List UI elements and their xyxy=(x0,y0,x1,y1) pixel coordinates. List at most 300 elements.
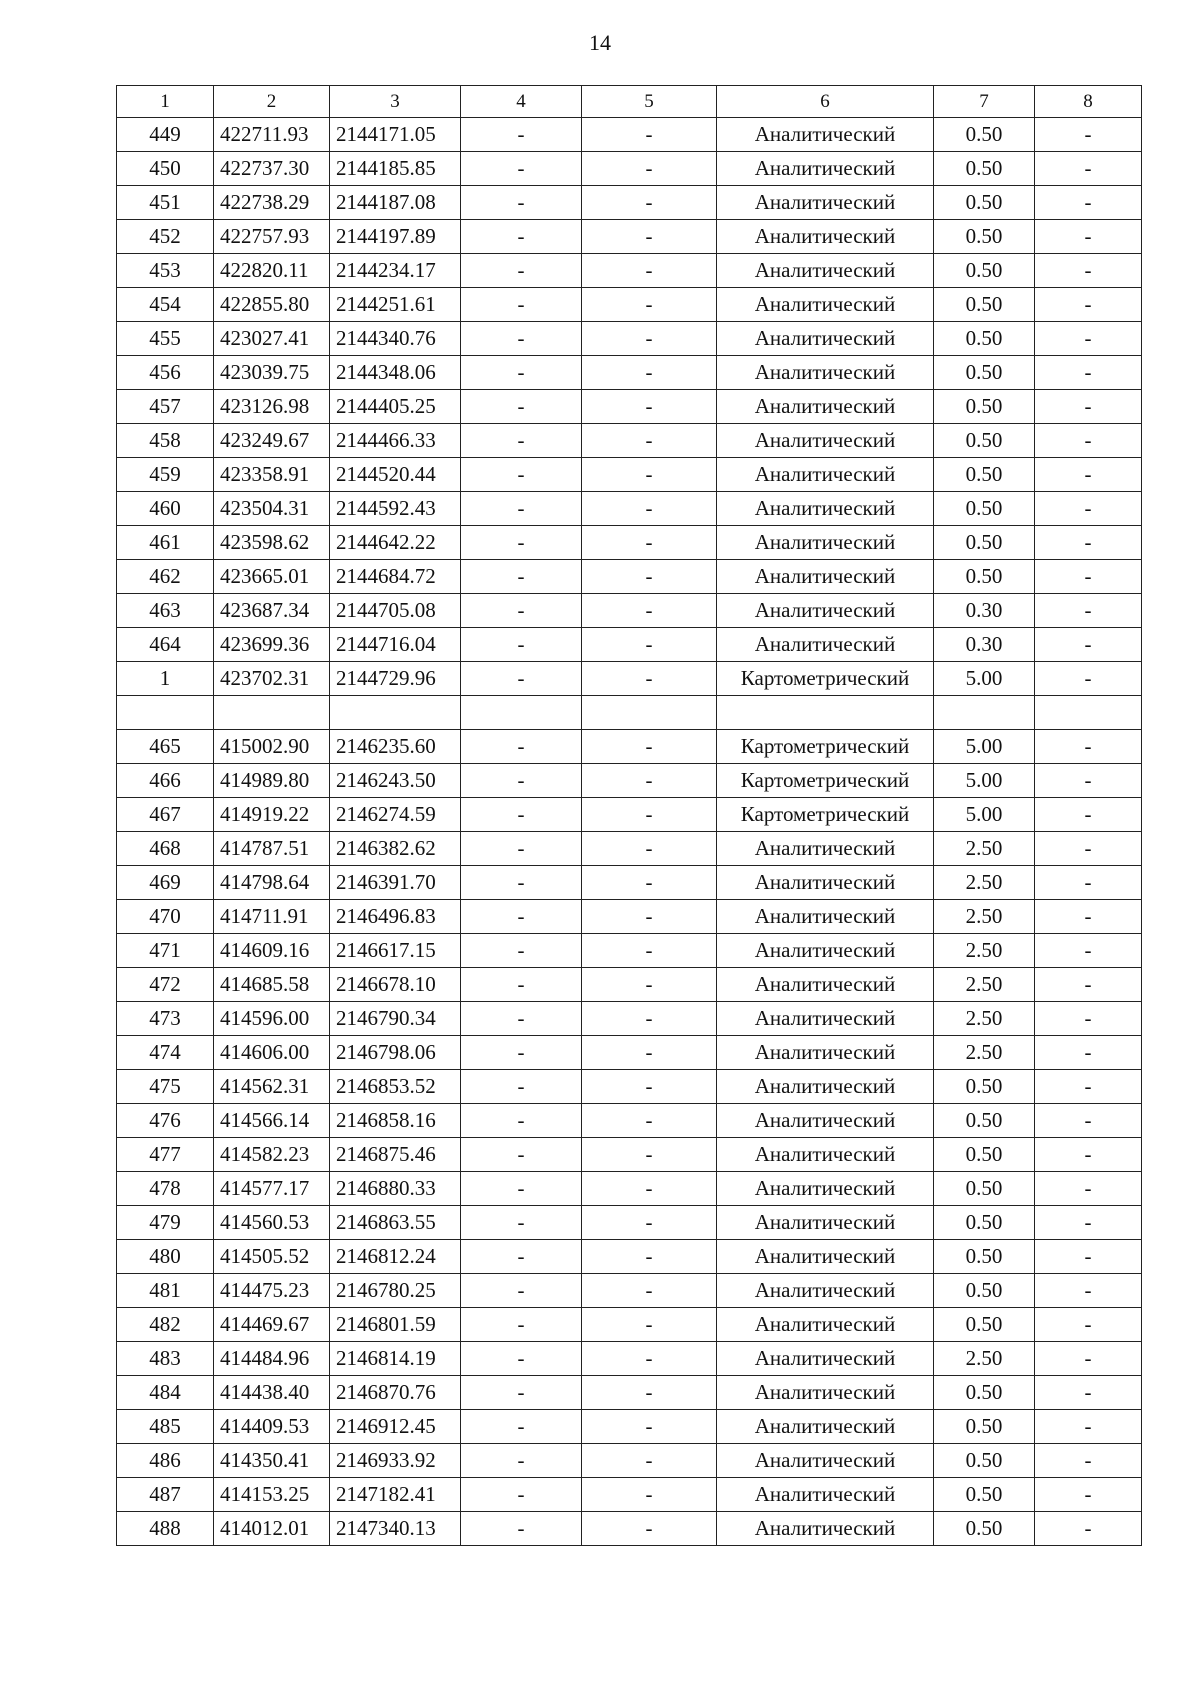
table-cell: - xyxy=(1035,764,1142,798)
table-cell: 414505.52 xyxy=(214,1240,330,1274)
table-cell: 0.50 xyxy=(934,1172,1035,1206)
table-cell: - xyxy=(1035,1172,1142,1206)
table-cell: 463 xyxy=(117,594,214,628)
table-row xyxy=(117,1002,1142,1036)
table-cell: Аналитический xyxy=(717,186,934,220)
table-cell: - xyxy=(461,1478,582,1512)
table-cell xyxy=(461,696,582,730)
column-header: 7 xyxy=(934,86,1035,118)
table-cell: 2146798.06 xyxy=(330,1036,461,1070)
table-cell: - xyxy=(582,832,717,866)
table-cell: 414484.96 xyxy=(214,1342,330,1376)
table-cell: - xyxy=(461,900,582,934)
table-cell: 459 xyxy=(117,458,214,492)
table-cell: 2144729.96 xyxy=(330,662,461,696)
table-cell: - xyxy=(461,560,582,594)
table-cell: - xyxy=(461,594,582,628)
table-cell: 5.00 xyxy=(934,798,1035,832)
table-cell: - xyxy=(1035,1070,1142,1104)
table-cell: - xyxy=(582,1036,717,1070)
table-cell: 2.50 xyxy=(934,1036,1035,1070)
table-cell: 453 xyxy=(117,254,214,288)
table-cell: 0.50 xyxy=(934,1138,1035,1172)
table-cell: 2.50 xyxy=(934,1342,1035,1376)
table-cell: 2144348.06 xyxy=(330,356,461,390)
table-cell: - xyxy=(461,1444,582,1478)
table-cell: - xyxy=(582,288,717,322)
table-cell: - xyxy=(582,730,717,764)
table-row xyxy=(117,1512,1142,1546)
table-cell: - xyxy=(461,1512,582,1546)
table-row xyxy=(117,594,1142,628)
table-cell: - xyxy=(582,1478,717,1512)
table-cell: Аналитический xyxy=(717,356,934,390)
table-cell: - xyxy=(582,1138,717,1172)
table-row xyxy=(117,730,1142,764)
table-cell: 414798.64 xyxy=(214,866,330,900)
table-cell: - xyxy=(1035,1002,1142,1036)
table-cell: 2146875.46 xyxy=(330,1138,461,1172)
table-cell: 423027.41 xyxy=(214,322,330,356)
table-cell: Аналитический xyxy=(717,1172,934,1206)
table-cell: - xyxy=(1035,1342,1142,1376)
table-cell: - xyxy=(582,186,717,220)
table-row xyxy=(117,696,1142,730)
table-cell: - xyxy=(1035,1376,1142,1410)
column-header: 8 xyxy=(1035,86,1142,118)
table-cell: - xyxy=(461,288,582,322)
table-cell: Аналитический xyxy=(717,220,934,254)
table-cell: 0.50 xyxy=(934,560,1035,594)
table-cell: 457 xyxy=(117,390,214,424)
table-cell: 468 xyxy=(117,832,214,866)
table-cell: - xyxy=(461,934,582,968)
table-cell: 449 xyxy=(117,118,214,152)
table-cell: Аналитический xyxy=(717,832,934,866)
table-row xyxy=(117,1104,1142,1138)
table-cell: 414609.16 xyxy=(214,934,330,968)
table-row xyxy=(117,662,1142,696)
table-cell: - xyxy=(1035,152,1142,186)
table-cell: 2147182.41 xyxy=(330,1478,461,1512)
table-cell: - xyxy=(1035,866,1142,900)
table-cell: - xyxy=(461,1342,582,1376)
table-row xyxy=(117,764,1142,798)
table-cell: - xyxy=(1035,968,1142,1002)
table-cell: - xyxy=(461,458,582,492)
table-cell: 2144705.08 xyxy=(330,594,461,628)
table-cell: - xyxy=(582,968,717,1002)
table-cell: 423249.67 xyxy=(214,424,330,458)
table-cell: - xyxy=(582,900,717,934)
table-cell: 475 xyxy=(117,1070,214,1104)
table-row xyxy=(117,1172,1142,1206)
table-cell: 0.50 xyxy=(934,1478,1035,1512)
table-cell: - xyxy=(1035,560,1142,594)
table-cell: - xyxy=(1035,186,1142,220)
table-cell: Картометрический xyxy=(717,662,934,696)
table-cell: Аналитический xyxy=(717,118,934,152)
table-cell: 465 xyxy=(117,730,214,764)
table-row xyxy=(117,1342,1142,1376)
table-cell: - xyxy=(582,526,717,560)
table-cell: - xyxy=(461,730,582,764)
table-row xyxy=(117,390,1142,424)
table-cell: Аналитический xyxy=(717,900,934,934)
table-row xyxy=(117,1036,1142,1070)
table-cell: 414989.80 xyxy=(214,764,330,798)
table-row xyxy=(117,288,1142,322)
table-cell: 474 xyxy=(117,1036,214,1070)
table-cell: - xyxy=(1035,1240,1142,1274)
table-cell: Аналитический xyxy=(717,1274,934,1308)
table-cell: 452 xyxy=(117,220,214,254)
table-cell: Аналитический xyxy=(717,322,934,356)
table-cell: 2146863.55 xyxy=(330,1206,461,1240)
table-cell: - xyxy=(582,1274,717,1308)
table-cell: 414475.23 xyxy=(214,1274,330,1308)
table-cell: 414566.14 xyxy=(214,1104,330,1138)
table-cell: - xyxy=(461,832,582,866)
table-cell: - xyxy=(1035,1478,1142,1512)
table-cell: 422711.93 xyxy=(214,118,330,152)
table-row xyxy=(117,356,1142,390)
table-cell: 2144405.25 xyxy=(330,390,461,424)
table-cell: 481 xyxy=(117,1274,214,1308)
table-cell: - xyxy=(582,1240,717,1274)
table-cell: - xyxy=(582,322,717,356)
table-cell: - xyxy=(582,1308,717,1342)
table-cell: 2146812.24 xyxy=(330,1240,461,1274)
table-cell: 2146780.25 xyxy=(330,1274,461,1308)
table-cell: Аналитический xyxy=(717,968,934,1002)
table-cell: 2144251.61 xyxy=(330,288,461,322)
table-cell: 2146858.16 xyxy=(330,1104,461,1138)
table-cell: - xyxy=(461,662,582,696)
table-cell: Аналитический xyxy=(717,288,934,322)
table-cell: - xyxy=(582,424,717,458)
table-cell: 2144234.17 xyxy=(330,254,461,288)
table-cell: - xyxy=(461,356,582,390)
column-header: 2 xyxy=(214,86,330,118)
table-cell: 469 xyxy=(117,866,214,900)
table-cell: - xyxy=(1035,1104,1142,1138)
table-cell: - xyxy=(461,628,582,662)
table-cell: 451 xyxy=(117,186,214,220)
table-cell: Аналитический xyxy=(717,628,934,662)
table-cell: - xyxy=(461,1036,582,1070)
table-cell: - xyxy=(582,1104,717,1138)
table-cell: - xyxy=(582,798,717,832)
table-cell: 0.50 xyxy=(934,1206,1035,1240)
table-cell: 477 xyxy=(117,1138,214,1172)
table-cell: 414350.41 xyxy=(214,1444,330,1478)
table-row xyxy=(117,186,1142,220)
table-cell: Аналитический xyxy=(717,526,934,560)
table-row xyxy=(117,934,1142,968)
table-cell: 2146790.34 xyxy=(330,1002,461,1036)
table-header xyxy=(117,86,1142,118)
table-cell: - xyxy=(1035,798,1142,832)
table-cell: 482 xyxy=(117,1308,214,1342)
table-cell: - xyxy=(461,1002,582,1036)
table-cell: - xyxy=(1035,390,1142,424)
table-cell: - xyxy=(461,526,582,560)
table-cell: 423702.31 xyxy=(214,662,330,696)
table-cell: - xyxy=(1035,900,1142,934)
table-cell: - xyxy=(582,662,717,696)
table-cell: 0.50 xyxy=(934,220,1035,254)
table-cell: 2.50 xyxy=(934,900,1035,934)
table-cell: - xyxy=(1035,934,1142,968)
table-cell: 473 xyxy=(117,1002,214,1036)
table-cell: 414469.67 xyxy=(214,1308,330,1342)
coordinates-table xyxy=(116,85,1142,1546)
table-cell: - xyxy=(582,560,717,594)
table-cell: 464 xyxy=(117,628,214,662)
table-cell: Аналитический xyxy=(717,1308,934,1342)
table-row xyxy=(117,254,1142,288)
table-cell: 414409.53 xyxy=(214,1410,330,1444)
table-cell: 0.50 xyxy=(934,458,1035,492)
table-cell: 2146235.60 xyxy=(330,730,461,764)
table-cell: - xyxy=(1035,118,1142,152)
table-cell: 0.50 xyxy=(934,1376,1035,1410)
table-cell: 2147340.13 xyxy=(330,1512,461,1546)
table-cell: 460 xyxy=(117,492,214,526)
table-cell: 472 xyxy=(117,968,214,1002)
column-header: 3 xyxy=(330,86,461,118)
table-cell: 454 xyxy=(117,288,214,322)
table-cell: 2.50 xyxy=(934,934,1035,968)
table-cell: - xyxy=(1035,628,1142,662)
table-cell: 2146853.52 xyxy=(330,1070,461,1104)
table-cell: - xyxy=(1035,1308,1142,1342)
table-row xyxy=(117,322,1142,356)
table-cell: - xyxy=(1035,730,1142,764)
table-cell: - xyxy=(461,866,582,900)
table-cell: Картометрический xyxy=(717,764,934,798)
table-cell: - xyxy=(1035,492,1142,526)
table-cell: 414562.31 xyxy=(214,1070,330,1104)
table-cell: 0.50 xyxy=(934,1444,1035,1478)
table-cell: 488 xyxy=(117,1512,214,1546)
table-cell: 2144340.76 xyxy=(330,322,461,356)
table-cell: Аналитический xyxy=(717,1206,934,1240)
table-cell: 480 xyxy=(117,1240,214,1274)
table-cell: 414685.58 xyxy=(214,968,330,1002)
table-cell: 414560.53 xyxy=(214,1206,330,1240)
table-cell: - xyxy=(461,390,582,424)
table-cell: - xyxy=(582,594,717,628)
table-cell: - xyxy=(582,764,717,798)
table-cell: 2144592.43 xyxy=(330,492,461,526)
table-cell: 467 xyxy=(117,798,214,832)
table-cell: Аналитический xyxy=(717,1410,934,1444)
table-cell: - xyxy=(582,152,717,186)
table-cell: 414438.40 xyxy=(214,1376,330,1410)
table-cell: - xyxy=(582,1002,717,1036)
table-cell: - xyxy=(582,1444,717,1478)
table-cell: 487 xyxy=(117,1478,214,1512)
table-cell: 461 xyxy=(117,526,214,560)
table-cell: Аналитический xyxy=(717,1512,934,1546)
table-cell: 0.50 xyxy=(934,118,1035,152)
table-cell: - xyxy=(582,390,717,424)
table-cell: 2146801.59 xyxy=(330,1308,461,1342)
table-row xyxy=(117,424,1142,458)
table-cell: 0.50 xyxy=(934,526,1035,560)
table-cell: 414582.23 xyxy=(214,1138,330,1172)
table-cell: 0.50 xyxy=(934,1410,1035,1444)
table-cell: - xyxy=(1035,1512,1142,1546)
table-cell: - xyxy=(461,152,582,186)
table-cell: 479 xyxy=(117,1206,214,1240)
table-row xyxy=(117,866,1142,900)
table-cell: 422757.93 xyxy=(214,220,330,254)
table-cell: - xyxy=(1035,458,1142,492)
table-cell: - xyxy=(582,220,717,254)
table-cell: 0.50 xyxy=(934,1274,1035,1308)
table-cell: - xyxy=(461,1206,582,1240)
table-cell: - xyxy=(461,322,582,356)
table-cell: - xyxy=(1035,424,1142,458)
table-cell: 0.50 xyxy=(934,1104,1035,1138)
table-cell: 478 xyxy=(117,1172,214,1206)
table-cell: Аналитический xyxy=(717,866,934,900)
table-cell: 0.50 xyxy=(934,390,1035,424)
table-cell: 414787.51 xyxy=(214,832,330,866)
table-cell: 2146617.15 xyxy=(330,934,461,968)
table-cell: - xyxy=(461,254,582,288)
table-cell: 2144520.44 xyxy=(330,458,461,492)
table-cell: Аналитический xyxy=(717,1444,934,1478)
table-cell: 0.50 xyxy=(934,254,1035,288)
table-cell: - xyxy=(1035,832,1142,866)
table-cell: - xyxy=(461,424,582,458)
table-cell: - xyxy=(461,118,582,152)
table-cell: 5.00 xyxy=(934,730,1035,764)
table-cell: 2144466.33 xyxy=(330,424,461,458)
table-cell: 471 xyxy=(117,934,214,968)
column-header: 6 xyxy=(717,86,934,118)
table-cell: 0.50 xyxy=(934,186,1035,220)
table-cell: 2.50 xyxy=(934,832,1035,866)
table-cell: 2144187.08 xyxy=(330,186,461,220)
table-cell: 2.50 xyxy=(934,1002,1035,1036)
table-row xyxy=(117,832,1142,866)
table-cell: 414919.22 xyxy=(214,798,330,832)
table-cell: Аналитический xyxy=(717,1240,934,1274)
column-header: 4 xyxy=(461,86,582,118)
table-cell: - xyxy=(582,492,717,526)
table-cell: 423039.75 xyxy=(214,356,330,390)
table-cell: 2144642.22 xyxy=(330,526,461,560)
table-cell: 0.50 xyxy=(934,288,1035,322)
table-cell xyxy=(214,696,330,730)
table-cell: 2146382.62 xyxy=(330,832,461,866)
table-cell: - xyxy=(461,1410,582,1444)
table-cell: 2.50 xyxy=(934,968,1035,1002)
table-cell: Аналитический xyxy=(717,1036,934,1070)
table-cell: - xyxy=(461,1138,582,1172)
table-cell: 414711.91 xyxy=(214,900,330,934)
table-cell: - xyxy=(582,458,717,492)
table-cell: 422855.80 xyxy=(214,288,330,322)
table-cell: - xyxy=(461,1376,582,1410)
table-cell: - xyxy=(1035,1138,1142,1172)
table-row xyxy=(117,1240,1142,1274)
table-cell: 2146870.76 xyxy=(330,1376,461,1410)
table-cell: - xyxy=(1035,526,1142,560)
column-header: 1 xyxy=(117,86,214,118)
table-cell: - xyxy=(1035,1036,1142,1070)
table-cell: 423665.01 xyxy=(214,560,330,594)
table-row xyxy=(117,1444,1142,1478)
table-cell: 414577.17 xyxy=(214,1172,330,1206)
table-row xyxy=(117,968,1142,1002)
table-cell: 423358.91 xyxy=(214,458,330,492)
table-cell xyxy=(1035,696,1142,730)
table-cell: 2144171.05 xyxy=(330,118,461,152)
table-cell: - xyxy=(582,934,717,968)
table-cell: Аналитический xyxy=(717,1002,934,1036)
table-cell xyxy=(582,696,717,730)
table-cell: 414153.25 xyxy=(214,1478,330,1512)
table-row xyxy=(117,1308,1142,1342)
table-cell: Аналитический xyxy=(717,458,934,492)
table-cell: - xyxy=(461,1240,582,1274)
table-cell: - xyxy=(1035,220,1142,254)
table-cell: - xyxy=(1035,1410,1142,1444)
table-cell: 462 xyxy=(117,560,214,594)
table-cell: 2144185.85 xyxy=(330,152,461,186)
table-cell: - xyxy=(582,254,717,288)
table-cell: 0.50 xyxy=(934,1512,1035,1546)
table-cell xyxy=(117,696,214,730)
table-row xyxy=(117,798,1142,832)
table-row xyxy=(117,118,1142,152)
table-row xyxy=(117,560,1142,594)
table-cell: Аналитический xyxy=(717,424,934,458)
table-cell: 423598.62 xyxy=(214,526,330,560)
table-cell: Аналитический xyxy=(717,594,934,628)
table-row xyxy=(117,1274,1142,1308)
table-cell: Аналитический xyxy=(717,254,934,288)
table-cell: - xyxy=(582,628,717,662)
table-row xyxy=(117,220,1142,254)
table-cell: - xyxy=(461,220,582,254)
table-row xyxy=(117,526,1142,560)
table-cell: 2146678.10 xyxy=(330,968,461,1002)
table-row xyxy=(117,1206,1142,1240)
table-cell: 0.50 xyxy=(934,1308,1035,1342)
table-cell: - xyxy=(461,186,582,220)
table-row xyxy=(117,1376,1142,1410)
table-cell: - xyxy=(582,1376,717,1410)
table-cell: 2146496.83 xyxy=(330,900,461,934)
table-cell: 466 xyxy=(117,764,214,798)
table-cell: 0.30 xyxy=(934,628,1035,662)
table-cell: - xyxy=(582,1410,717,1444)
table-cell: Аналитический xyxy=(717,560,934,594)
table-cell: - xyxy=(582,1172,717,1206)
table-cell: 0.50 xyxy=(934,492,1035,526)
table-cell xyxy=(330,696,461,730)
table-cell: - xyxy=(582,118,717,152)
table-cell: 450 xyxy=(117,152,214,186)
table-cell: - xyxy=(1035,254,1142,288)
